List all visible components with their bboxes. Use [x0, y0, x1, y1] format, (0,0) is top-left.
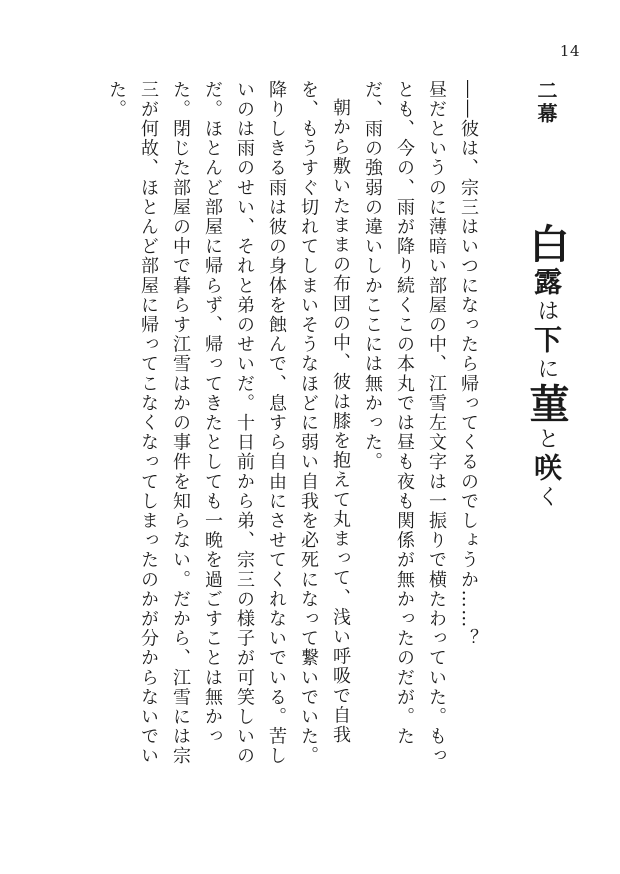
- title-char: く: [534, 485, 559, 512]
- chapter-heading: [523, 80, 570, 780]
- title-char: 白: [523, 223, 570, 268]
- title-char: 露: [530, 267, 563, 300]
- title-char: に: [534, 357, 559, 384]
- title-char: 菫: [523, 383, 570, 428]
- chapter-title: [523, 133, 570, 512]
- paragraph-futon: 朝から敷いたままの布団の中、彼は膝を抱えて丸まって、浅い呼吸で自我を、もうすぐ切れてしまいそうなほどに弱い自我を必死になって繋いでいた。降りしきる雨は彼の身体を蝕んで、息すら自由にさせてくれないでいる。苦しいのは雨のせい、それと弟のせいだ。十日前から弟、宗三の様子が可笑しいのだ。ほとんど部屋に帰らず、帰ってきたとしても一晩を過ごすことは無かった。閉じた部屋の中で暮らす江雪はかの事件を知らない。だから、江雪には宗三が何故、ほとんど部屋に帰ってこなくなってしまったのかが分からないでいた。: [106, 80, 351, 766]
- title-char: と: [534, 427, 559, 454]
- paragraph-room: 昼だというのに薄暗い部屋の中、江雪左文字は一振りで横たわっていた。もっとも、今の、雨が降り続くこの本丸では昼も夜も関係が無かったのだが。ただ、雨の強弱の違いしかここには無かった。: [362, 80, 447, 766]
- paragraph-opening-line: ――彼は、宗三はいつになったら帰ってくるのでしょうか……？: [458, 80, 479, 649]
- title-char: は: [534, 299, 559, 326]
- title-char: 下: [530, 325, 563, 358]
- vertical-text-block: [100, 80, 570, 780]
- page-number: 14: [559, 42, 580, 60]
- title-char: 咲: [530, 453, 563, 486]
- chapter-label: 二幕: [534, 80, 558, 126]
